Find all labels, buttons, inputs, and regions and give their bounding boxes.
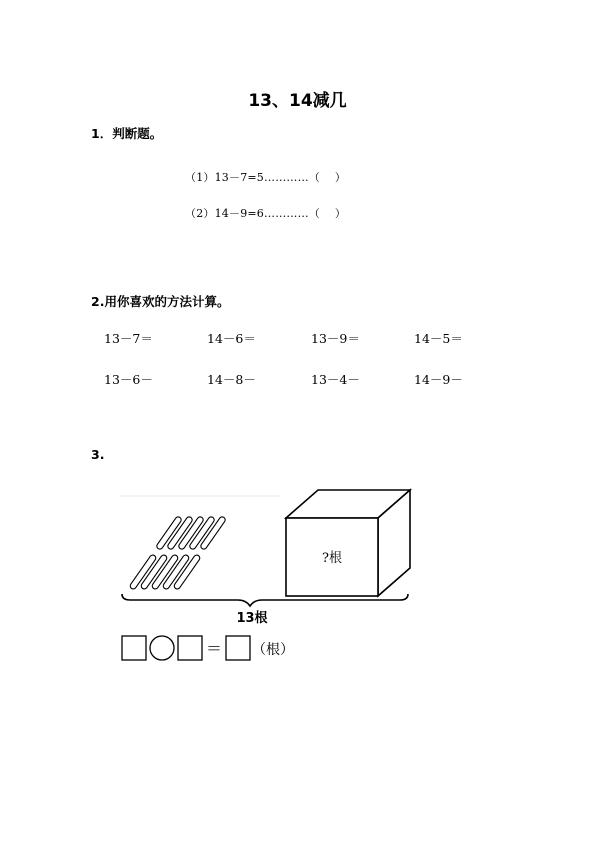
calc-item: 14－5＝ [414,331,463,346]
sticks-lower-group [129,554,201,590]
equation [122,636,250,660]
calc-item: 13－6－ [104,372,153,387]
total-label: 13根 [236,611,268,626]
calc-item: 14－9－ [414,372,463,387]
box-cube [286,490,410,596]
calc-item: 13－9＝ [311,331,360,346]
calc-item: 13－7＝ [104,331,153,346]
box-label: ?根 [322,551,342,566]
equals-sign: ＝ [205,639,223,658]
answer-box-2[interactable] [178,636,202,660]
operator-circle[interactable] [150,636,174,660]
question-3-heading: 3. [91,447,105,462]
judge-item-1: （1）13－7=5…………（ ） [185,171,347,184]
question-1-heading: 1．判断题。 [91,126,163,141]
page-title: 13、14减几 [248,91,347,111]
calc-item: 14－8－ [207,372,256,387]
sticks-upper-group [156,516,227,551]
sticks-and-box-figure [110,482,440,667]
calc-item: 14－6＝ [207,331,256,346]
calc-item: 13－4－ [311,372,360,387]
question-2-heading: 2.用你喜欢的方法计算。 [91,294,230,309]
unit-label: （根） [252,642,294,658]
answer-box-1[interactable] [122,636,146,660]
answer-box-3[interactable] [226,636,250,660]
judge-item-2: （2）14－9=6…………（ ） [185,207,347,220]
